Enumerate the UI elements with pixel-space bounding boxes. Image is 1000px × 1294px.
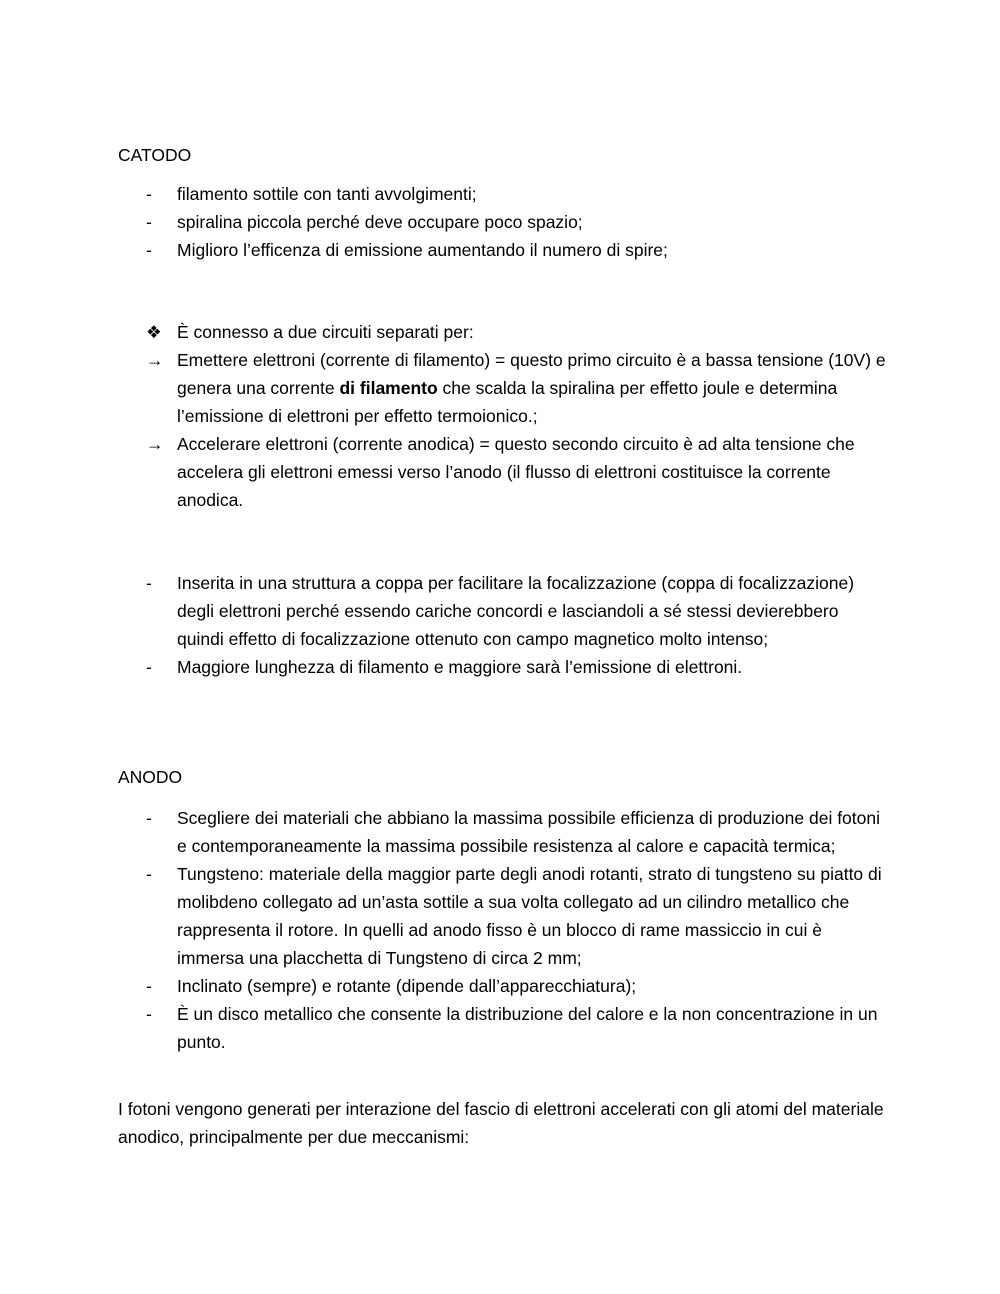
dash-marker: - [146,864,152,884]
list-item-text: Inclinato (sempre) e rotante (dipende dall’apparecchiatura); [177,976,637,996]
arrow-item-anodic [0,430,887,514]
dash-marker: - [146,657,152,677]
list-item [0,1000,887,1056]
arrow-right-icon: → [146,350,164,370]
text-run: che scalda la spiralina per effetto joule e determina l’emissione di elettroni per effetto termoionico.; [177,378,838,426]
list-item-text: Tungsteno: materiale della maggior parte degli anodi rotanti, strato di tungsteno su piatto di molibdeno collegato ad un’asta sottile a sua volta collegato ad un cilindro metallico che rappresenta il rotore. In quelli ad anodo fisso è un blocco di rame massiccio in cui è immersa una placchetta di Tungsteno di circa 2 mm; [177,864,882,968]
dash-marker: - [146,212,152,232]
arrow-item-filament [0,346,887,430]
list-item-text: filamento sottile con tanti avvolgimenti; [177,184,477,204]
closing-paragraph: I fotoni vengono generati per interazione del fascio di elettroni accelerati con gli atomi del materiale anodico, principalmente per due meccanismi: [118,1099,884,1147]
bold-text: di filamento [339,378,438,398]
list-item-text: Scegliere dei materiali che abbiano la massima possibile efficienza di produzione dei fotoni e contemporaneamente la massima possibile resistenza al calore e capacità termica; [177,808,880,856]
circuits-intro-item [0,318,887,346]
text-run: Emettere elettroni (corrente di filamento) = questo primo circuito è a bassa tensione (10V) e genera una corrente [177,350,886,398]
list-item-text: Maggiore lunghezza di filamento e maggiore sarà l’emissione di elettroni. [177,657,743,677]
circuits-list [0,318,1000,514]
catodo-bullet-list-2 [0,569,1000,681]
dash-marker: - [146,240,152,260]
dash-marker: - [146,808,152,828]
section-heading-anodo: ANODO [118,767,183,787]
dash-marker: - [146,1004,152,1024]
list-item [0,569,887,653]
list-item-text: Miglioro l’efficenza di emissione aumentando il numero di spire; [177,240,668,260]
list-item-text [177,350,886,426]
list-item [0,236,887,264]
arrow-right-icon: → [146,434,164,454]
list-item-text: È un disco metallico che consente la distribuzione del calore e la non concentrazione in un punto. [177,1004,878,1052]
diamond-bullet-icon: ❖ [146,322,162,342]
list-item-text: Inserita in una struttura a coppa per facilitare la focalizzazione (coppa di focalizzazione) degli elettroni perché essendo cariche concordi e lasciandoli a sé stessi devierebbero quindi effetto di focalizzazione ottenuto con campo magnetico molto intenso; [177,573,855,649]
list-item [0,208,887,236]
list-item [0,972,887,1000]
list-item-text: spiralina piccola perché deve occupare poco spazio; [177,212,583,232]
list-item [0,804,887,860]
list-item [0,860,887,972]
dash-marker: - [146,573,152,593]
list-item-text: Accelerare elettroni (corrente anodica) = questo secondo circuito è ad alta tensione che accelera gli elettroni emessi verso l’anodo (il flusso di elettroni costituisce la corrente anodica. [177,434,855,510]
dash-marker: - [146,976,152,996]
section-heading-catodo: CATODO [118,145,192,165]
list-item [0,180,887,208]
list-item-text: È connesso a due circuiti separati per: [177,322,474,342]
dash-marker: - [146,184,152,204]
list-item [0,653,887,681]
catodo-bullet-list [0,180,1000,264]
anodo-bullet-list [0,804,1000,1056]
